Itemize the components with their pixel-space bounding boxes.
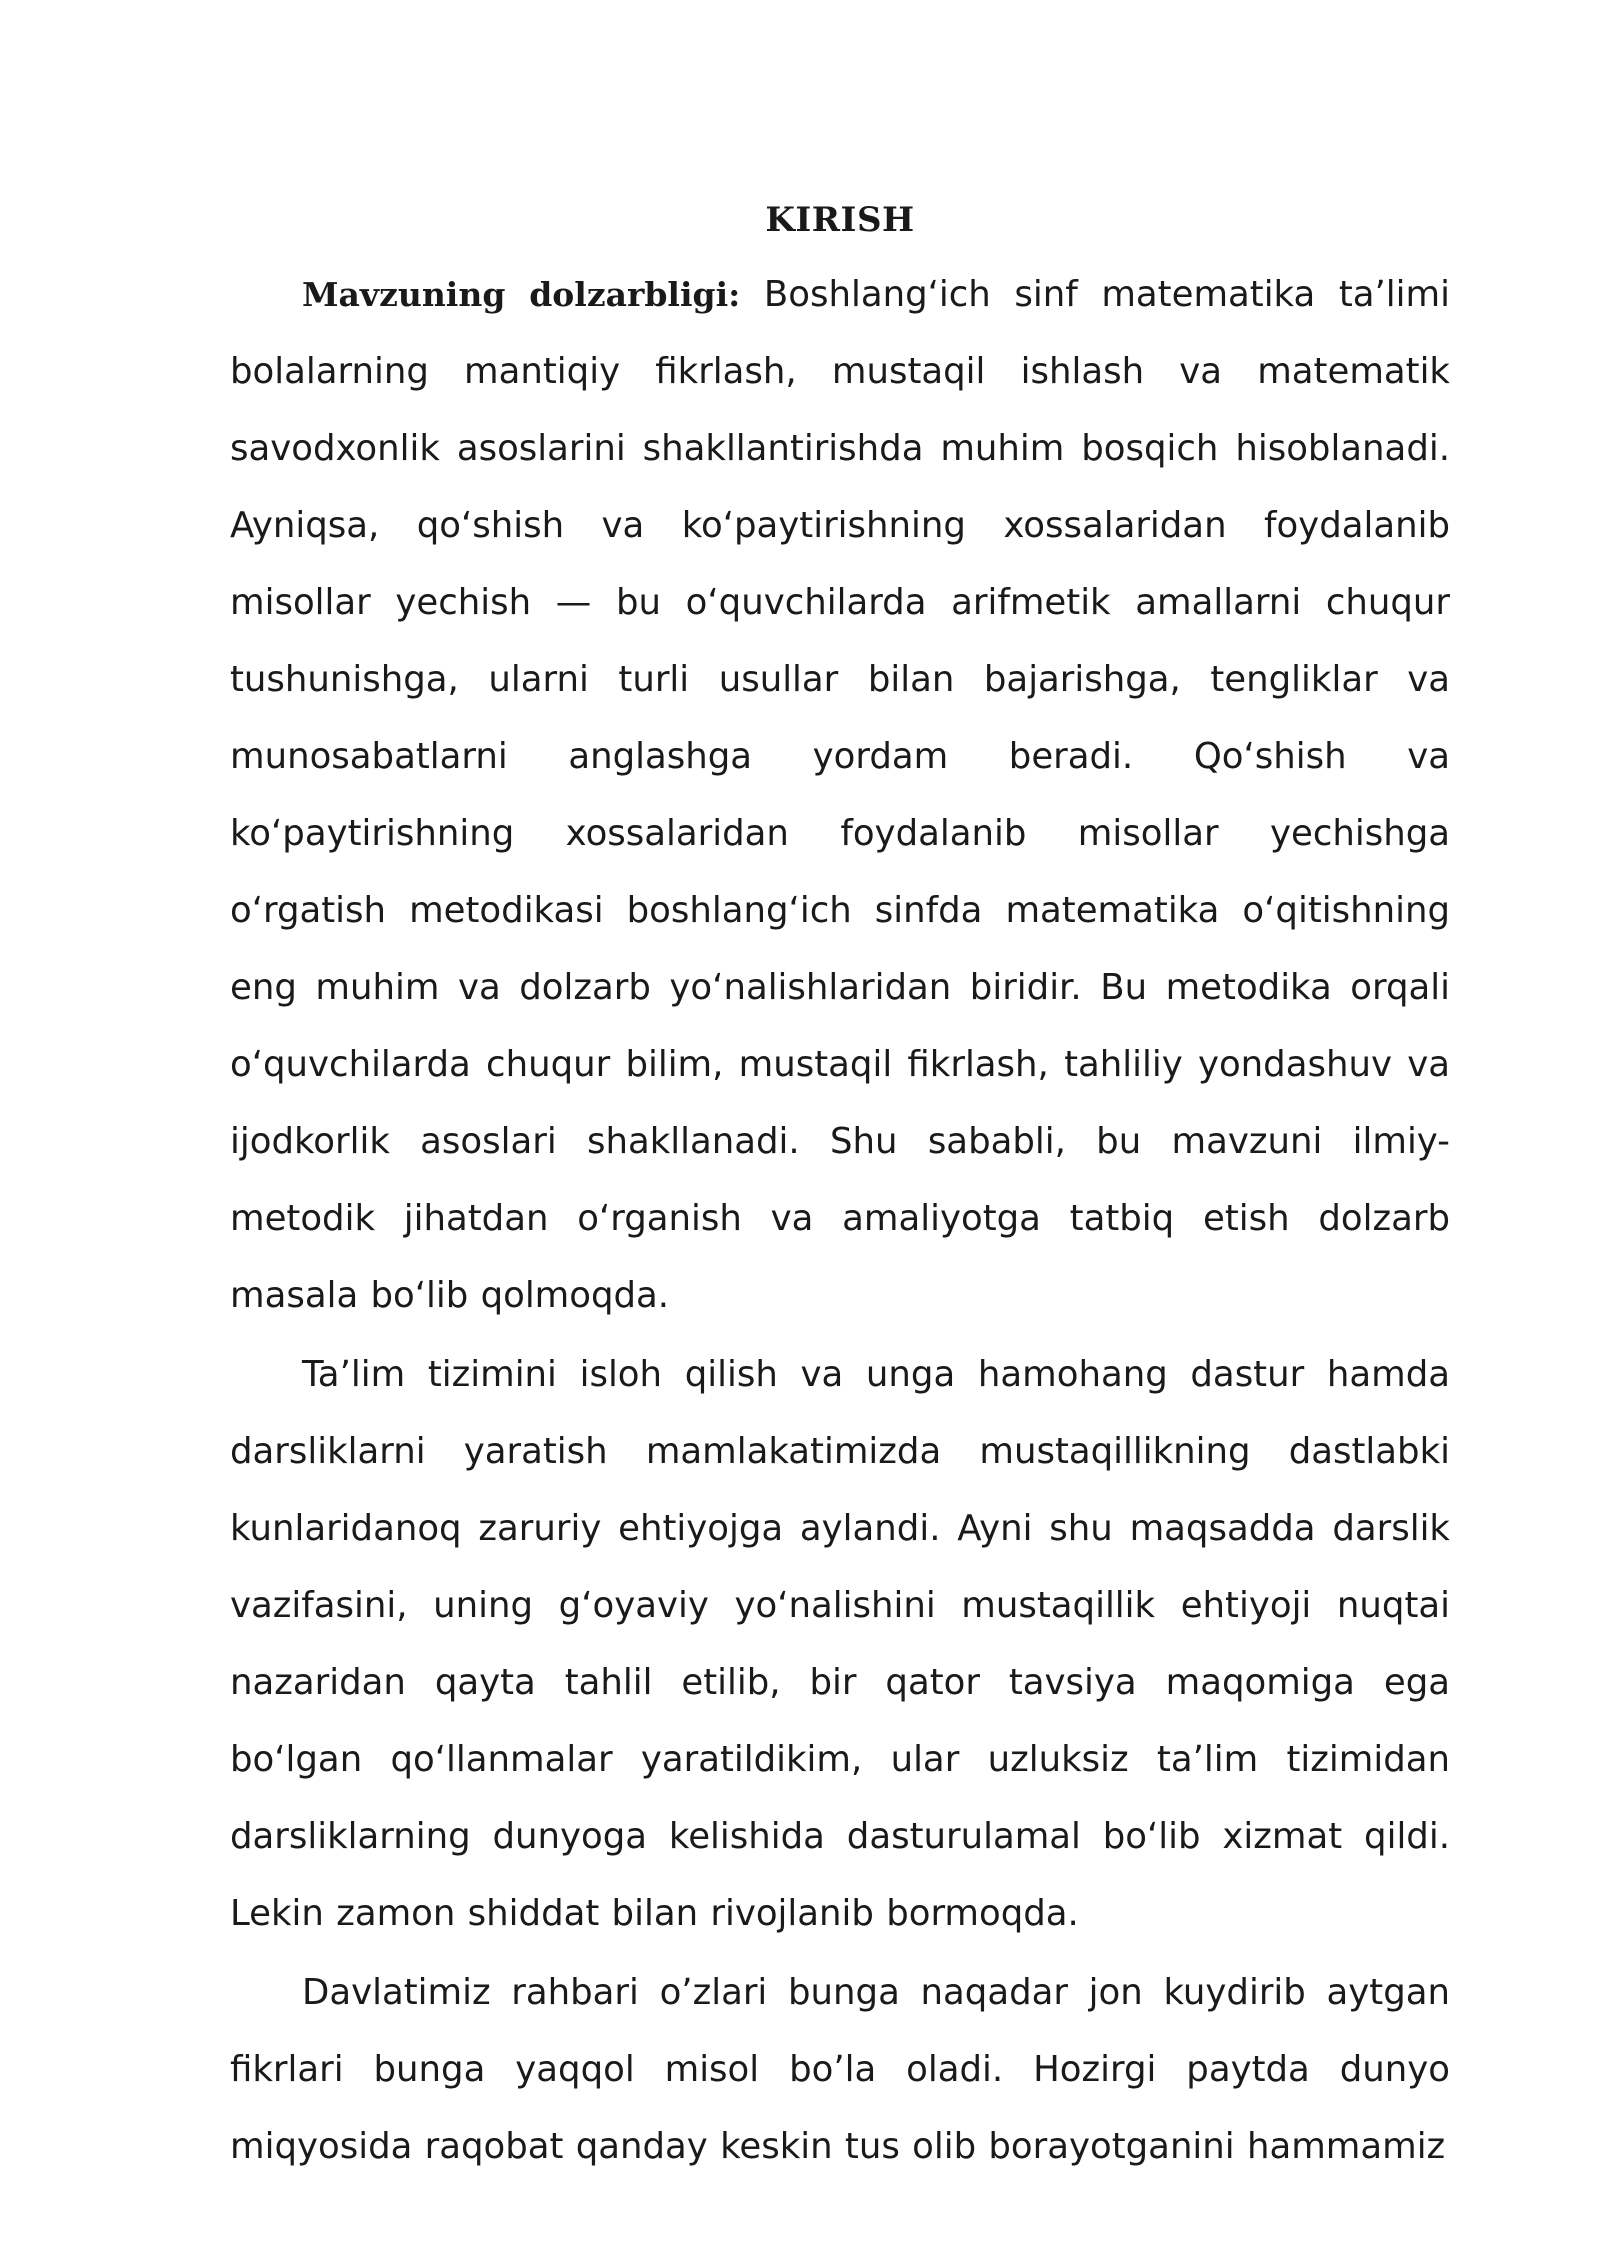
paragraph-text: Ta’lim tizimini isloh qilish va unga hamohang dastur hamda darsliklarni yaratish mamlakatimizda mustaqillikning dastlabki kunlaridanoq zaruriy ehtiyojga aylandi. Ayni shu maqsadda darslik vazifasini, uning g‘oyaviy yo‘nalishini mustaqillik ehtiyoji nuqtai nazaridan qayta tahlil etilib, bir qator tavsiya maqomiga ega bo‘lgan qo‘llanmalar yaratildikim, ular uzluksiz ta’lim tizimidan darsliklarning dunyoga kelishida dasturulamal bo‘lib xizmat qildi. Lekin zamon shiddat bilan rivojlanib bormoqda. <box>230 1354 1450 1934</box>
paragraph-education-reform <box>230 1336 1450 1952</box>
paragraph-lead-heading: Mavzuning dolzarbligi: <box>302 275 741 314</box>
paragraph-relevance <box>230 256 1450 1334</box>
page-title: KIRISH <box>765 200 915 240</box>
document-body <box>230 190 1450 2185</box>
paragraph-text: Boshlang‘ich sinf matematika ta’limi bolalarning mantiqiy fikrlash, mustaqil ishlash va matematik savodxonlik asoslarini shakllantirishda muhim bosqich hisoblanadi. Ayniqsa, qo‘shish va ko‘paytirishning xossalaridan foydalanib misollar yechish — bu o‘quvchilarda arifmetik amallarni chuqur tushunishga, ularni turli usullar bilan bajarishga, tengliklar va munosabatlarni anglashga yordam beradi. Qo‘shish va ko‘paytirishning xossalaridan foydalanib misollar yechishga o‘rgatish metodikasi boshlang‘ich sinfda matematika o‘qitishning eng muhim va dolzarb yo‘nalishlaridan biridir. Bu metodika orqali o‘quvchilarda chuqur bilim, mustaqil fikrlash, tahliliy yondashuv va ijodkorlik asoslari shakllanadi. Shu sababli, bu mavzuni ilmiy-metodik jihatdan o‘rganish va amaliyotga tatbiq etish dolzarb masala bo‘lib qolmoqda. <box>230 274 1450 1316</box>
paragraph-leader-remarks <box>230 1954 1450 2185</box>
paragraph-text: Davlatimiz rahbari o’zlari bunga naqadar jon kuydirib aytgan fikrlari bunga yaqqol misol bo’la oladi. Hozirgi paytda dunyo miqyosida raqobat qanday keskin tus olib borayotganini hammamiz <box>230 1972 1450 2167</box>
